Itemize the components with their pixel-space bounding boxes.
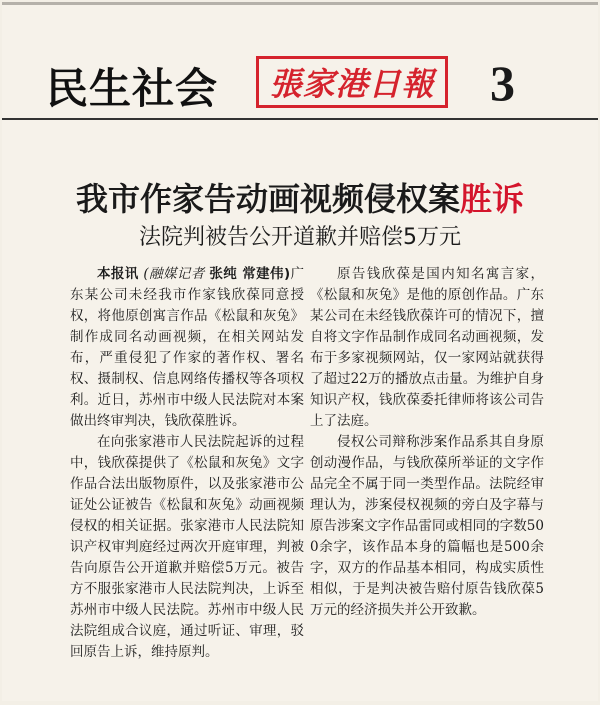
article-column-left <box>70 264 304 663</box>
paragraph-1 <box>70 264 304 432</box>
section-title: 民生社会 <box>46 64 219 113</box>
page-number: 3 <box>490 55 515 111</box>
headline <box>2 174 598 220</box>
paragraph-3: 原告钱欣葆是国内知名寓言家，《松鼠和灰兔》是他的原创作品。广东某公司在未经钱欣葆许可的情况下，擅自将文字作品制作成同名动画视频，发布于多家视频网站，仅一家网站就获得了超过22万的播放点击量。为维护自身知识产权，钱欣葆委托律师将该公司告上了法庭。 <box>310 266 544 429</box>
headline-highlight: 胜诉 <box>460 180 525 218</box>
newspaper-page <box>2 2 598 701</box>
newspaper-masthead-logo <box>256 56 448 108</box>
subheadline: 法院判被告公开道歉并赔偿5万元 <box>139 225 461 250</box>
masthead-text: 張家港日報 <box>269 65 435 103</box>
article-column-right <box>310 264 544 621</box>
top-rule <box>2 2 598 5</box>
paragraph-2: 在向张家港市人民法院起诉的过程中，钱欣葆提供了《松鼠和灰兔》文字作品合法出版物原件，以及张家港市公证处公证被告《松鼠和灰兔》动画视频侵权的相关证据。张家港市人民法院知识产权审判庭经过两次开庭审理，判被告向原告公开道歉并赔偿5万元。被告方不服张家港市人民法院判决，上诉至苏州市中级人民法院。苏州市中级人民法院组成合议庭，通过听证、审理，驳回原告上诉，维持原判。 <box>70 434 304 660</box>
byline-role: (融媒记者 <box>143 266 205 282</box>
paragraph-1-text: 广东某公司未经我市作家钱欣葆同意授权，将他原创寓言作品《松鼠和灰兔》制作成同名动画视频，在相关网站发布，严重侵犯了作家的著作权、署名权、摄制权、信息网络传播权等各项权利。近日，苏州市中级人民法院对本案做出终审判决，钱欣葆胜诉。 <box>70 266 305 429</box>
headline-main: 我市作家告动画视频侵权案 <box>75 180 460 218</box>
byline-label: 本报讯 <box>97 266 139 282</box>
header-divider <box>2 118 598 120</box>
byline-names: 张纯 常建伟) <box>209 266 291 282</box>
paragraph-4: 侵权公司辩称涉案作品系其自身原创动漫作品，与钱欣葆所举证的文字作品完全不属于同一类型作品。法院经审理认为，涉案侵权视频的旁白及字幕与原告涉案文字作品雷同或相同的字数500余字，该作品本身的篇幅也是500余字，双方的作品基本相同，构成实质性相似，于是判决被告赔付原告钱欣葆5万元的经济损失并公开致歉。 <box>310 434 544 618</box>
